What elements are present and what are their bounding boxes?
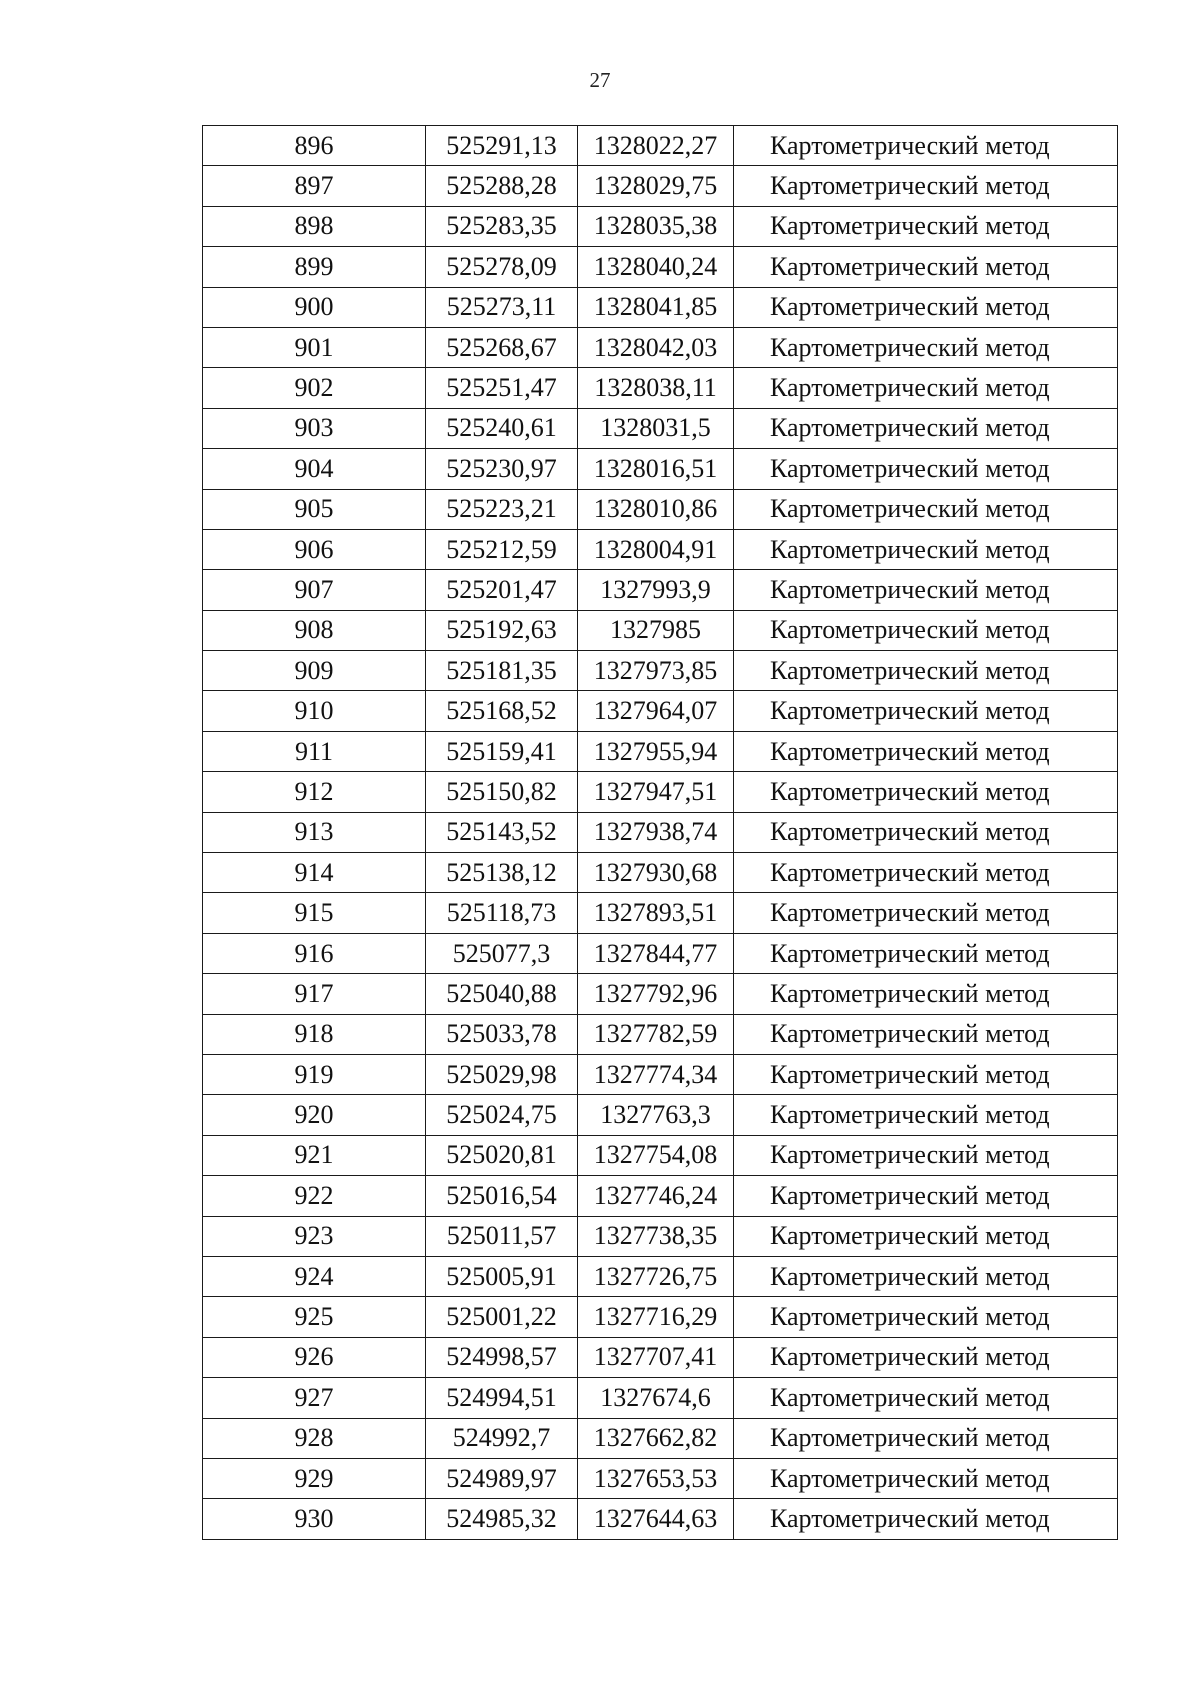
method-cell: Картометрический метод (734, 1499, 1118, 1539)
point-number-cell: 924 (203, 1256, 426, 1296)
method-cell: Картометрический метод (734, 1014, 1118, 1054)
x-coordinate-cell: 524992,7 (426, 1418, 578, 1458)
method-cell: Картометрический метод (734, 1216, 1118, 1256)
x-coordinate-cell: 525240,61 (426, 408, 578, 448)
x-coordinate-cell: 524985,32 (426, 1499, 578, 1539)
table-row (203, 449, 1118, 489)
x-coordinate-cell: 525118,73 (426, 893, 578, 933)
y-coordinate-cell: 1327662,82 (578, 1418, 734, 1458)
x-coordinate-cell: 525291,13 (426, 126, 578, 166)
point-number-cell: 898 (203, 206, 426, 246)
x-coordinate-cell: 525212,59 (426, 529, 578, 569)
y-coordinate-cell: 1328029,75 (578, 166, 734, 206)
y-coordinate-cell: 1328016,51 (578, 449, 734, 489)
y-coordinate-cell: 1327726,75 (578, 1256, 734, 1296)
point-number-cell: 927 (203, 1378, 426, 1418)
table-row (203, 1256, 1118, 1296)
point-number-cell: 908 (203, 610, 426, 650)
table-row (203, 691, 1118, 731)
table-row (203, 853, 1118, 893)
x-coordinate-cell: 525001,22 (426, 1297, 578, 1337)
method-cell: Картометрический метод (734, 570, 1118, 610)
point-number-cell: 909 (203, 651, 426, 691)
y-coordinate-cell: 1327754,08 (578, 1135, 734, 1175)
point-number-cell: 913 (203, 812, 426, 852)
point-number-cell: 902 (203, 368, 426, 408)
point-number-cell: 903 (203, 408, 426, 448)
table-row (203, 893, 1118, 933)
y-coordinate-cell: 1327738,35 (578, 1216, 734, 1256)
method-cell: Картометрический метод (734, 327, 1118, 367)
y-coordinate-cell: 1328035,38 (578, 206, 734, 246)
y-coordinate-cell: 1327763,3 (578, 1095, 734, 1135)
point-number-cell: 920 (203, 1095, 426, 1135)
x-coordinate-cell: 525288,28 (426, 166, 578, 206)
method-cell: Картометрический метод (734, 1378, 1118, 1418)
point-number-cell: 928 (203, 1418, 426, 1458)
x-coordinate-cell: 525159,41 (426, 731, 578, 771)
table-row (203, 933, 1118, 973)
point-number-cell: 929 (203, 1458, 426, 1498)
point-number-cell: 896 (203, 126, 426, 166)
point-number-cell: 912 (203, 772, 426, 812)
y-coordinate-cell: 1327782,59 (578, 1014, 734, 1054)
y-coordinate-cell: 1327674,6 (578, 1378, 734, 1418)
point-number-cell: 910 (203, 691, 426, 731)
y-coordinate-cell: 1328010,86 (578, 489, 734, 529)
point-number-cell: 906 (203, 529, 426, 569)
x-coordinate-cell: 525033,78 (426, 1014, 578, 1054)
method-cell: Картометрический метод (734, 1256, 1118, 1296)
coordinates-table (202, 125, 1118, 1540)
x-coordinate-cell: 525016,54 (426, 1176, 578, 1216)
point-number-cell: 901 (203, 327, 426, 367)
table-row (203, 368, 1118, 408)
point-number-cell: 904 (203, 449, 426, 489)
y-coordinate-cell: 1328031,5 (578, 408, 734, 448)
table-row (203, 287, 1118, 327)
y-coordinate-cell: 1327707,41 (578, 1337, 734, 1377)
x-coordinate-cell: 525278,09 (426, 247, 578, 287)
method-cell: Картометрический метод (734, 731, 1118, 771)
method-cell: Картометрический метод (734, 368, 1118, 408)
table-row (203, 812, 1118, 852)
x-coordinate-cell: 525005,91 (426, 1256, 578, 1296)
table-row (203, 1418, 1118, 1458)
table-row (203, 1458, 1118, 1498)
point-number-cell: 907 (203, 570, 426, 610)
y-coordinate-cell: 1328022,27 (578, 126, 734, 166)
point-number-cell: 899 (203, 247, 426, 287)
y-coordinate-cell: 1327930,68 (578, 853, 734, 893)
table-row (203, 1095, 1118, 1135)
y-coordinate-cell: 1327947,51 (578, 772, 734, 812)
y-coordinate-cell: 1327993,9 (578, 570, 734, 610)
method-cell: Картометрический метод (734, 529, 1118, 569)
method-cell: Картометрический метод (734, 489, 1118, 529)
x-coordinate-cell: 524994,51 (426, 1378, 578, 1418)
method-cell: Картометрический метод (734, 1458, 1118, 1498)
x-coordinate-cell: 525201,47 (426, 570, 578, 610)
point-number-cell: 921 (203, 1135, 426, 1175)
table-row (203, 772, 1118, 812)
x-coordinate-cell: 525150,82 (426, 772, 578, 812)
method-cell: Картометрический метод (734, 772, 1118, 812)
table-row (203, 1378, 1118, 1418)
table-row (203, 1176, 1118, 1216)
y-coordinate-cell: 1327973,85 (578, 651, 734, 691)
method-cell: Картометрический метод (734, 1337, 1118, 1377)
x-coordinate-cell: 525077,3 (426, 933, 578, 973)
y-coordinate-cell: 1327964,07 (578, 691, 734, 731)
x-coordinate-cell: 525029,98 (426, 1054, 578, 1094)
method-cell: Картометрический метод (734, 287, 1118, 327)
table-row (203, 1297, 1118, 1337)
x-coordinate-cell: 525181,35 (426, 651, 578, 691)
y-coordinate-cell: 1327644,63 (578, 1499, 734, 1539)
y-coordinate-cell: 1327653,53 (578, 1458, 734, 1498)
x-coordinate-cell: 525273,11 (426, 287, 578, 327)
point-number-cell: 900 (203, 287, 426, 327)
table-body (203, 126, 1118, 1540)
method-cell: Картометрический метод (734, 812, 1118, 852)
x-coordinate-cell: 525223,21 (426, 489, 578, 529)
method-cell: Картометрический метод (734, 449, 1118, 489)
y-coordinate-cell: 1328040,24 (578, 247, 734, 287)
y-coordinate-cell: 1328042,03 (578, 327, 734, 367)
y-coordinate-cell: 1327938,74 (578, 812, 734, 852)
table-row (203, 529, 1118, 569)
table-row (203, 974, 1118, 1014)
table-row (203, 651, 1118, 691)
table-row (203, 1499, 1118, 1539)
method-cell: Картометрический метод (734, 1176, 1118, 1216)
x-coordinate-cell: 525024,75 (426, 1095, 578, 1135)
y-coordinate-cell: 1327844,77 (578, 933, 734, 973)
point-number-cell: 918 (203, 1014, 426, 1054)
y-coordinate-cell: 1327955,94 (578, 731, 734, 771)
y-coordinate-cell: 1327716,29 (578, 1297, 734, 1337)
table-row (203, 1014, 1118, 1054)
table-row (203, 1135, 1118, 1175)
x-coordinate-cell: 525192,63 (426, 610, 578, 650)
y-coordinate-cell: 1327985 (578, 610, 734, 650)
table-row (203, 206, 1118, 246)
method-cell: Картометрический метод (734, 247, 1118, 287)
method-cell: Картометрический метод (734, 126, 1118, 166)
method-cell: Картометрический метод (734, 893, 1118, 933)
method-cell: Картометрический метод (734, 1054, 1118, 1094)
point-number-cell: 897 (203, 166, 426, 206)
x-coordinate-cell: 525020,81 (426, 1135, 578, 1175)
method-cell: Картометрический метод (734, 166, 1118, 206)
method-cell: Картометрический метод (734, 1418, 1118, 1458)
x-coordinate-cell: 525230,97 (426, 449, 578, 489)
table-row (203, 489, 1118, 529)
point-number-cell: 923 (203, 1216, 426, 1256)
table-row (203, 126, 1118, 166)
point-number-cell: 917 (203, 974, 426, 1014)
x-coordinate-cell: 525040,88 (426, 974, 578, 1014)
point-number-cell: 911 (203, 731, 426, 771)
x-coordinate-cell: 525251,47 (426, 368, 578, 408)
x-coordinate-cell: 525283,35 (426, 206, 578, 246)
table-row (203, 1337, 1118, 1377)
point-number-cell: 930 (203, 1499, 426, 1539)
point-number-cell: 922 (203, 1176, 426, 1216)
point-number-cell: 915 (203, 893, 426, 933)
table-row (203, 731, 1118, 771)
table-row (203, 570, 1118, 610)
table-row (203, 1054, 1118, 1094)
method-cell: Картометрический метод (734, 610, 1118, 650)
x-coordinate-cell: 524998,57 (426, 1337, 578, 1377)
point-number-cell: 919 (203, 1054, 426, 1094)
y-coordinate-cell: 1327792,96 (578, 974, 734, 1014)
method-cell: Картометрический метод (734, 853, 1118, 893)
x-coordinate-cell: 525268,67 (426, 327, 578, 367)
method-cell: Картометрический метод (734, 974, 1118, 1014)
x-coordinate-cell: 525143,52 (426, 812, 578, 852)
x-coordinate-cell: 524989,97 (426, 1458, 578, 1498)
point-number-cell: 916 (203, 933, 426, 973)
table-row (203, 610, 1118, 650)
x-coordinate-cell: 525168,52 (426, 691, 578, 731)
method-cell: Картометрический метод (734, 206, 1118, 246)
method-cell: Картометрический метод (734, 651, 1118, 691)
point-number-cell: 925 (203, 1297, 426, 1337)
method-cell: Картометрический метод (734, 691, 1118, 731)
table-row (203, 408, 1118, 448)
x-coordinate-cell: 525011,57 (426, 1216, 578, 1256)
table-row (203, 247, 1118, 287)
method-cell: Картометрический метод (734, 933, 1118, 973)
method-cell: Картометрический метод (734, 408, 1118, 448)
point-number-cell: 905 (203, 489, 426, 529)
y-coordinate-cell: 1328038,11 (578, 368, 734, 408)
point-number-cell: 926 (203, 1337, 426, 1377)
method-cell: Картометрический метод (734, 1095, 1118, 1135)
page-number: 27 (589, 68, 611, 92)
table-row (203, 327, 1118, 367)
point-number-cell: 914 (203, 853, 426, 893)
method-cell: Картометрический метод (734, 1135, 1118, 1175)
method-cell: Картометрический метод (734, 1297, 1118, 1337)
y-coordinate-cell: 1327746,24 (578, 1176, 734, 1216)
y-coordinate-cell: 1328041,85 (578, 287, 734, 327)
y-coordinate-cell: 1327774,34 (578, 1054, 734, 1094)
table-row (203, 1216, 1118, 1256)
y-coordinate-cell: 1328004,91 (578, 529, 734, 569)
x-coordinate-cell: 525138,12 (426, 853, 578, 893)
y-coordinate-cell: 1327893,51 (578, 893, 734, 933)
table-row (203, 166, 1118, 206)
